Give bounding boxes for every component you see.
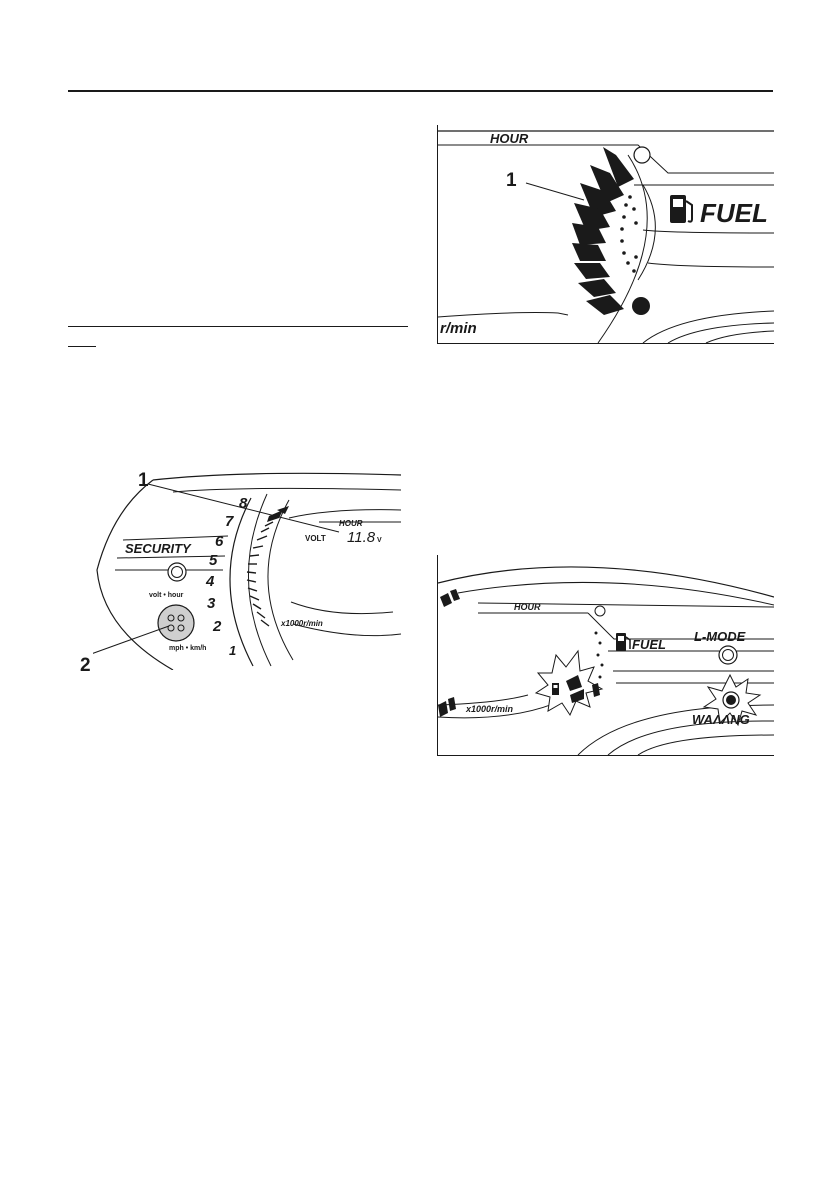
tach-number-3: 3: [207, 595, 216, 612]
fuel-label: FUEL: [700, 198, 768, 228]
mode-button[interactable]: [158, 605, 194, 641]
callout-2-leader: [93, 626, 169, 654]
fuel-pump-icon: [670, 195, 692, 223]
fuel-gauge-illustration: [437, 125, 774, 344]
section-rule-tab: [68, 346, 96, 347]
tach-number-4: 4: [206, 573, 215, 590]
fuel-gauge-figure: [437, 125, 773, 343]
callout-1-top-right: 1: [506, 170, 517, 191]
voltage-unit: V: [377, 537, 382, 544]
warning-label: WAΛΛNG: [692, 712, 750, 727]
tach-number-1: 1: [229, 643, 237, 658]
callout-1-left: 1: [138, 470, 149, 491]
warning-figure: [437, 555, 773, 755]
header-rule: [68, 90, 773, 92]
button-top-label: volt • hour: [149, 592, 184, 599]
section-rule: [68, 326, 408, 327]
voltage-value: 11.8: [347, 529, 376, 546]
rpm-unit-label: x1000r/min: [281, 619, 323, 628]
callout-2-left: 2: [80, 655, 91, 676]
tach-tick-marks: [247, 522, 273, 626]
hour-label: HOUR: [339, 519, 363, 528]
fuel-warning-icon: [552, 683, 559, 695]
button-bottom-label: mph • km/h: [169, 645, 207, 652]
fuel-pump-icon: [616, 633, 630, 651]
hour-label: HOUR: [490, 131, 529, 146]
tach-number-2: 2: [213, 618, 222, 635]
rpm-label: r/min: [440, 320, 477, 337]
tach-number-5: 5: [209, 552, 218, 569]
fuel-dotted-scale: [620, 195, 638, 273]
l-mode-lamp: [719, 646, 737, 664]
tachometer-figure: [93, 470, 403, 670]
tach-number-8: 8: [239, 495, 248, 512]
indicator-lamp-top: [634, 147, 650, 163]
l-mode-label: L-MODE: [694, 629, 746, 644]
volt-label: VOLT: [305, 534, 326, 543]
hour-indicator-lamp: [595, 606, 605, 616]
security-label: SECURITY: [125, 541, 191, 556]
tachometer-illustration: [93, 470, 403, 670]
fuel-level-bars: [572, 147, 634, 315]
fuel-label: FUEL: [632, 637, 666, 652]
callout-1-leader: [526, 183, 584, 200]
rpm-unit-label: x1000r/min: [466, 704, 514, 714]
security-lamp: [168, 563, 186, 581]
tach-number-6: 6: [215, 533, 224, 550]
tach-number-7: 7: [225, 513, 234, 530]
indicator-lamp-bottom: [632, 297, 650, 315]
warning-illustration: [437, 555, 774, 756]
hour-label: HOUR: [514, 602, 541, 612]
